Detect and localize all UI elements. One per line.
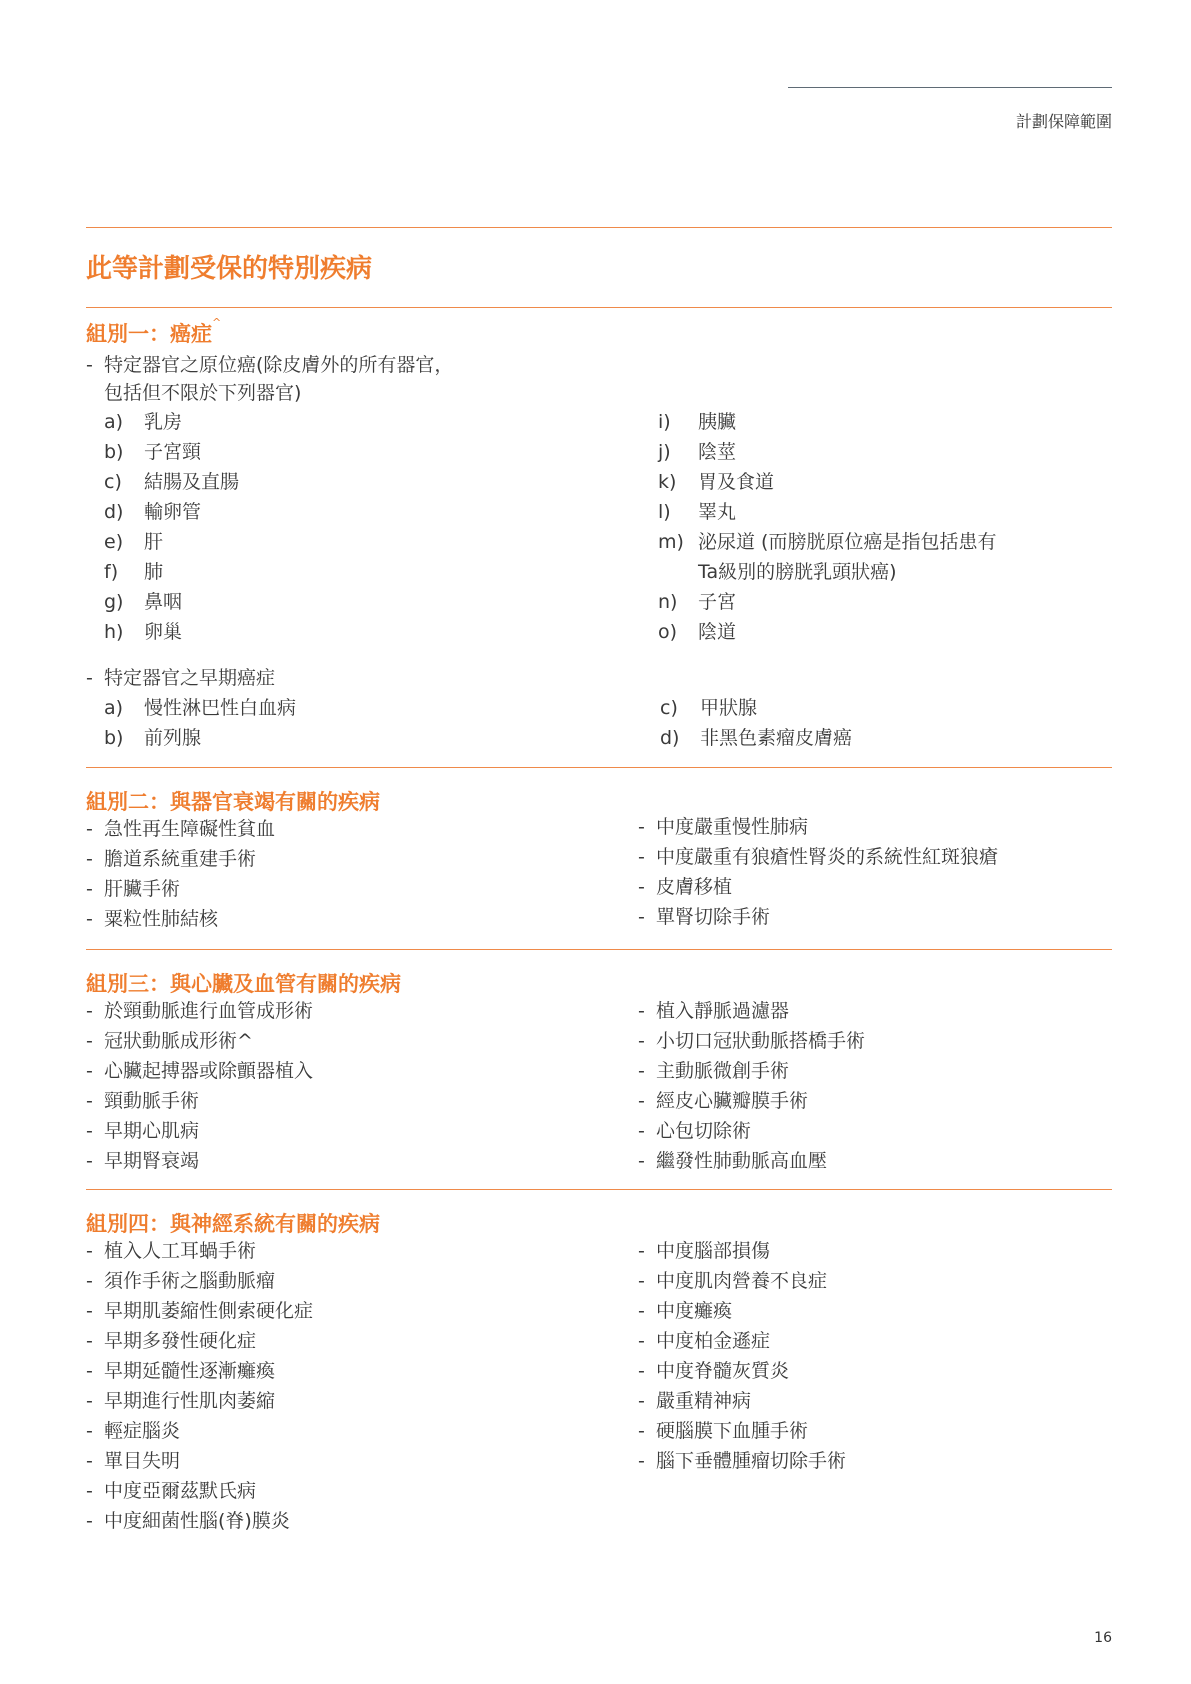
item-text: 陰道 xyxy=(698,621,737,643)
list-item xyxy=(86,1089,199,1113)
bullet-dash: - xyxy=(638,1120,645,1142)
item-text: 鼻咽 xyxy=(144,591,183,613)
item-text: 輕症腦炎 xyxy=(104,1420,181,1442)
bullet-dash: - xyxy=(638,816,645,838)
bullet-dash: - xyxy=(86,1420,93,1442)
item-text: 中度嚴重有狼瘡性腎炎的系統性紅斑狼瘡 xyxy=(656,846,999,868)
divider xyxy=(86,767,1112,768)
bullet-dash: - xyxy=(638,1270,645,1292)
item-text: 乳房 xyxy=(144,411,183,433)
list-item xyxy=(86,1419,180,1443)
item-text: 早期腎衰竭 xyxy=(104,1150,200,1172)
item-text: 經皮心臟瓣膜手術 xyxy=(656,1090,809,1112)
list-item xyxy=(638,1419,808,1443)
list-item xyxy=(638,1059,789,1083)
item-text: 繼發性肺動脈高血壓 xyxy=(656,1150,828,1172)
list-item xyxy=(658,500,736,524)
item-label: c) xyxy=(660,697,678,719)
item-text: 中度柏金遜症 xyxy=(656,1330,771,1352)
item-label: d) xyxy=(104,501,124,523)
list-item xyxy=(638,1269,827,1293)
list-item xyxy=(638,845,998,869)
bullet-dash: - xyxy=(86,1480,93,1502)
list-item xyxy=(104,530,163,554)
item-text: 子宮頸 xyxy=(144,441,202,463)
item-text: 胃及食道 xyxy=(698,471,775,493)
list-item xyxy=(658,440,736,464)
bullet-dash: - xyxy=(638,1090,645,1112)
list-item xyxy=(86,1269,275,1293)
list-item xyxy=(658,530,996,554)
item-text: 中度癱瘓 xyxy=(656,1300,733,1322)
bullet-dash: - xyxy=(86,1150,93,1172)
list-item xyxy=(104,590,182,614)
item-text: 早期延髓性逐漸癱瘓 xyxy=(104,1360,276,1382)
list-item xyxy=(658,470,774,494)
list-item xyxy=(104,696,296,720)
bullet-dash: - xyxy=(86,1240,93,1262)
item-text: 中度腦部損傷 xyxy=(656,1240,771,1262)
bullet-dash: - xyxy=(86,1000,93,1022)
item-text: 於頸動脈進行血管成形術 xyxy=(104,1000,314,1022)
bullet-dash: - xyxy=(638,1330,645,1352)
item-text: 嚴重精神病 xyxy=(656,1390,752,1412)
item-text: 心包切除術 xyxy=(656,1120,752,1142)
item-text: 輸卵管 xyxy=(144,501,202,523)
group3-title: 組別三：與心臟及血管有關的疾病 xyxy=(86,972,401,996)
list-item xyxy=(638,999,789,1023)
bullet-dash: - xyxy=(86,1360,93,1382)
divider xyxy=(86,1189,1112,1190)
caret-mark: ^ xyxy=(212,316,222,329)
item-text: 粟粒性肺結核 xyxy=(104,908,219,930)
bullet-dash: - xyxy=(86,1330,93,1352)
bullet-dash: - xyxy=(638,1420,645,1442)
list-item xyxy=(104,470,239,494)
item-text: 卵巢 xyxy=(144,621,183,643)
bullet-dash: - xyxy=(86,848,93,870)
list-item xyxy=(660,726,852,750)
list-item xyxy=(638,875,732,899)
item-text: 中度嚴重慢性肺病 xyxy=(656,816,809,838)
list-item xyxy=(638,1149,827,1173)
list-item xyxy=(638,1449,846,1473)
bullet-dash: - xyxy=(638,1360,645,1382)
item-text: 單目失明 xyxy=(104,1450,181,1472)
item-text: 單腎切除手術 xyxy=(656,906,771,928)
bullet-dash: - xyxy=(638,876,645,898)
page-title: 此等計劃受保的特別疾病 xyxy=(86,254,373,284)
item-text: 硬腦膜下血腫手術 xyxy=(656,1420,809,1442)
item-label: o) xyxy=(658,621,678,643)
divider xyxy=(86,307,1112,308)
item-text: 非黑色素瘤皮膚癌 xyxy=(700,727,853,749)
list-item xyxy=(104,410,182,434)
bullet-dash: - xyxy=(86,1060,93,1082)
bullet-dash: - xyxy=(638,846,645,868)
list-item xyxy=(104,500,201,524)
list-item xyxy=(86,1119,199,1143)
item-label: f) xyxy=(104,561,119,583)
list-item xyxy=(638,1329,770,1353)
item-text: 急性再生障礙性貧血 xyxy=(104,818,276,840)
list-item xyxy=(86,1449,180,1473)
item-label: h) xyxy=(104,621,124,643)
list-item xyxy=(104,726,201,750)
item-text: 皮膚移植 xyxy=(656,876,733,898)
item-text: 膽道系統重建手術 xyxy=(104,848,257,870)
item-text: 腦下垂體腫瘤切除手術 xyxy=(656,1450,847,1472)
list-item xyxy=(104,560,163,584)
item-label: b) xyxy=(104,441,124,463)
section-label: 計劃保障範圍 xyxy=(1015,112,1112,131)
list-item xyxy=(104,620,182,644)
group4-title: 組別四：與神經系統有關的疾病 xyxy=(86,1212,380,1236)
list-item xyxy=(638,1119,751,1143)
list-item xyxy=(86,847,256,871)
list-item xyxy=(658,620,736,644)
bullet-dash: - xyxy=(638,906,645,928)
list-item xyxy=(86,1059,313,1083)
item-text: 中度亞爾茲默氏病 xyxy=(104,1480,257,1502)
item-text: 睪丸 xyxy=(698,501,737,523)
bullet-dash: - xyxy=(86,1300,93,1322)
bullet-dash: - xyxy=(638,1060,645,1082)
item-label: m) xyxy=(658,531,684,553)
bullet-dash: - xyxy=(86,1510,93,1532)
item-text: 結腸及直腸 xyxy=(144,471,240,493)
page-number: 16 xyxy=(1094,1630,1112,1646)
list-item-continuation: 包括但不限於下列器官) xyxy=(104,382,302,404)
item-text: 早期肌萎縮性側索硬化症 xyxy=(104,1300,314,1322)
item-label: i) xyxy=(658,411,671,433)
list-item xyxy=(86,1509,290,1533)
item-text: 心臟起搏器或除顫器植入 xyxy=(104,1060,314,1082)
bullet-dash: - xyxy=(638,1390,645,1412)
item-text: 頸動脈手術 xyxy=(104,1090,200,1112)
bullet-dash: - xyxy=(638,1300,645,1322)
list-item xyxy=(86,1389,275,1413)
list-item xyxy=(86,877,180,901)
bullet-dash: - xyxy=(638,1240,645,1262)
item-label: n) xyxy=(658,591,678,613)
bullet-dash: - xyxy=(86,908,93,930)
item-text: 植入靜脈過濾器 xyxy=(656,1000,790,1022)
item-text: 肺 xyxy=(144,561,164,583)
divider xyxy=(86,949,1112,950)
bullet-dash: - xyxy=(86,878,93,900)
item-label: l) xyxy=(658,501,671,523)
item-text: 中度肌肉營養不良症 xyxy=(656,1270,828,1292)
list-item xyxy=(638,1029,865,1053)
list-item xyxy=(658,590,736,614)
list-item xyxy=(658,560,897,584)
item-text: 早期進行性肌肉萎縮 xyxy=(104,1390,276,1412)
item-text: 甲狀腺 xyxy=(700,697,758,719)
list-item xyxy=(86,1479,256,1503)
list-item xyxy=(86,1299,313,1323)
bullet-dash: - xyxy=(638,1030,645,1052)
bullet-dash: - xyxy=(86,1090,93,1112)
bullet-dash: - xyxy=(86,1450,93,1472)
item-text: 中度細菌性腦(脊)膜炎 xyxy=(104,1510,290,1532)
list-item xyxy=(86,999,313,1023)
item-label: c) xyxy=(104,471,122,493)
item-text: 肝 xyxy=(144,531,164,553)
list-item: - 特定器官之早期癌症 xyxy=(86,667,276,689)
item-text: 冠狀動脈成形術^ xyxy=(104,1030,253,1052)
header-rule xyxy=(788,87,1112,88)
list-item xyxy=(86,1149,199,1173)
list-item xyxy=(658,410,736,434)
list-item xyxy=(638,905,770,929)
item-text: 主動脈微創手術 xyxy=(656,1060,790,1082)
bullet-dash: - xyxy=(86,1030,93,1052)
list-item xyxy=(638,815,808,839)
item-text: 早期多發性硬化症 xyxy=(104,1330,257,1352)
list-item xyxy=(86,817,275,841)
list-item xyxy=(86,1029,253,1053)
item-label: a) xyxy=(104,697,124,719)
item-label: d) xyxy=(660,727,680,749)
bullet-dash: - xyxy=(638,1150,645,1172)
divider xyxy=(86,227,1112,228)
item-text: 須作手術之腦動脈瘤 xyxy=(104,1270,276,1292)
item-label: b) xyxy=(104,727,124,749)
list-item: - 特定器官之原位癌(除皮膚外的所有器官， xyxy=(86,354,454,376)
item-label: j) xyxy=(658,441,671,463)
bullet-dash: - xyxy=(86,1120,93,1142)
item-text: 中度脊髓灰質炎 xyxy=(656,1360,790,1382)
item-label: a) xyxy=(104,411,124,433)
item-text: 胰臟 xyxy=(698,411,737,433)
item-label: g) xyxy=(104,591,124,613)
item-text: Ta級別的膀胱乳頭狀癌) xyxy=(698,561,897,583)
item-text: 小切口冠狀動脈搭橋手術 xyxy=(656,1030,866,1052)
item-text: 植入人工耳蝸手術 xyxy=(104,1240,257,1262)
item-text: 早期心肌病 xyxy=(104,1120,200,1142)
bullet-dash: - xyxy=(638,1000,645,1022)
list-item xyxy=(86,1329,256,1353)
item-text: 前列腺 xyxy=(144,727,202,749)
list-item xyxy=(660,696,757,720)
item-label: k) xyxy=(658,471,677,493)
bullet-dash: - xyxy=(638,1450,645,1472)
group2-title: 組別二：與器官衰竭有關的疾病 xyxy=(86,790,380,814)
bullet-dash: - xyxy=(86,1390,93,1412)
list-item xyxy=(638,1299,732,1323)
list-item xyxy=(638,1389,751,1413)
list-item xyxy=(86,1239,256,1263)
item-text: 子宮 xyxy=(698,591,737,613)
group1-title: 組別一：癌症^ xyxy=(86,316,222,346)
item-text: 陰莖 xyxy=(698,441,737,463)
item-label: e) xyxy=(104,531,124,553)
item-text: 慢性淋巴性白血病 xyxy=(144,697,297,719)
bullet-dash: - xyxy=(86,818,93,840)
bullet-dash: - xyxy=(86,1270,93,1292)
list-item xyxy=(104,440,201,464)
item-text: 肝臟手術 xyxy=(104,878,181,900)
list-item xyxy=(638,1359,789,1383)
list-item xyxy=(86,1359,275,1383)
list-item xyxy=(638,1239,770,1263)
item-text: 泌尿道 (而膀胱原位癌是指包括患有 xyxy=(698,531,997,553)
list-item xyxy=(86,907,218,931)
list-item xyxy=(638,1089,808,1113)
